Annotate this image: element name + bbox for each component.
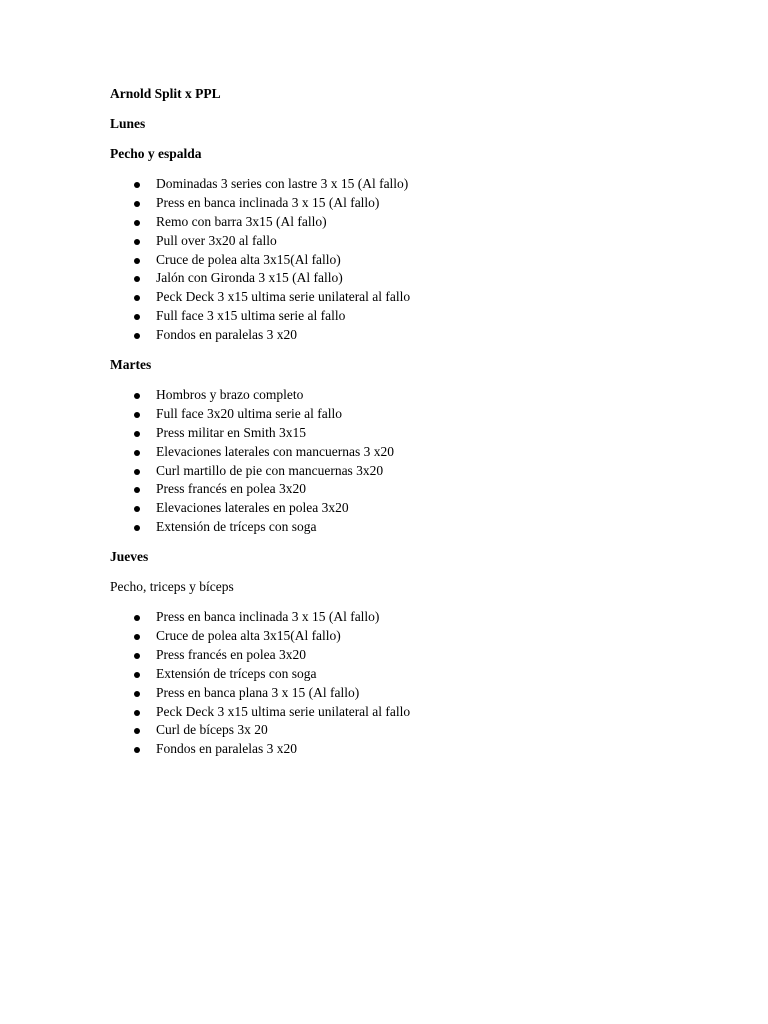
day-heading-lunes: Lunes <box>110 116 146 131</box>
exercise-list-martes <box>110 386 710 537</box>
bullet-icon <box>134 710 140 716</box>
exercise-text: Press en banca inclinada 3 x 15 (Al fallo) <box>156 194 380 210</box>
bullet-icon <box>134 431 140 437</box>
list-item <box>110 288 710 307</box>
exercise-text: Fondos en paralelas 3 x20 <box>156 327 297 343</box>
exercise-text: Remo con barra 3x15 (Al fallo) <box>156 213 327 229</box>
bullet-icon <box>134 258 140 264</box>
exercise-list-jueves <box>110 608 710 759</box>
exercise-text: Press francés en polea 3x20 <box>156 481 306 497</box>
muscle-group-heading-jueves: Pecho, triceps y bíceps <box>110 579 234 595</box>
list-item <box>110 443 710 462</box>
exercise-text: Fondos en paralelas 3 x20 <box>156 741 297 757</box>
list-item <box>110 627 710 646</box>
list-item <box>110 307 710 326</box>
bullet-icon <box>134 239 140 245</box>
exercise-text: Pull over 3x20 al fallo <box>156 232 277 248</box>
list-item <box>110 251 710 270</box>
list-item <box>110 684 710 703</box>
bullet-icon <box>134 469 140 475</box>
day-heading-jueves: Jueves <box>110 549 149 565</box>
exercise-text: Curl martillo de pie con mancuernas 3x20 <box>156 462 384 478</box>
exercise-text: Peck Deck 3 x15 ultima serie unilateral al fallo <box>156 289 411 305</box>
exercise-text: Jalón con Gironda 3 x15 (Al fallo) <box>156 270 343 286</box>
list-item <box>110 646 710 665</box>
exercise-text: Full face 3 x15 ultima serie al fallo <box>156 308 346 324</box>
list-item <box>110 499 710 518</box>
exercise-text: Elevaciones laterales con mancuernas 3 x20 <box>156 443 395 459</box>
exercise-text: Extensión de tríceps con soga <box>156 519 317 535</box>
exercise-text: Curl de bíceps 3x 20 <box>156 722 268 738</box>
list-item <box>110 608 710 627</box>
exercise-text: Cruce de polea alta 3x15(Al fallo) <box>156 628 341 644</box>
bullet-icon <box>134 276 140 282</box>
bullet-icon <box>134 295 140 301</box>
document-title: Arnold Split x PPL <box>110 86 221 101</box>
bullet-icon <box>134 201 140 207</box>
list-item <box>110 269 710 288</box>
exercise-text: Cruce de polea alta 3x15(Al fallo) <box>156 251 341 267</box>
exercise-text: Peck Deck 3 x15 ultima serie unilateral al fallo <box>156 703 411 719</box>
bullet-icon <box>134 333 140 339</box>
list-item <box>110 175 710 194</box>
exercise-text: Extensión de tríceps con soga <box>156 665 317 681</box>
exercise-text: Press francés en polea 3x20 <box>156 646 306 662</box>
bullet-icon <box>134 393 140 399</box>
bullet-icon <box>134 487 140 493</box>
bullet-icon <box>134 412 140 418</box>
exercise-text: Hombros y brazo completo <box>156 387 304 403</box>
bullet-icon <box>134 634 140 640</box>
exercise-text: Dominadas 3 series con lastre 3 x 15 (Al fallo) <box>156 176 409 191</box>
bullet-icon <box>134 747 140 753</box>
bullet-icon <box>134 691 140 697</box>
bullet-icon <box>134 728 140 734</box>
bullet-icon <box>134 182 140 188</box>
muscle-group-heading-lunes: Pecho y espalda <box>110 146 202 161</box>
bullet-icon <box>134 653 140 659</box>
bullet-icon <box>134 450 140 456</box>
exercise-text: Full face 3x20 ultima serie al fallo <box>156 405 342 421</box>
list-item <box>110 405 710 424</box>
exercise-text: Press militar en Smith 3x15 <box>156 424 306 440</box>
list-item <box>110 213 710 232</box>
exercise-text: Press en banca inclinada 3 x 15 (Al fallo) <box>156 609 380 625</box>
bullet-icon <box>134 314 140 320</box>
bullet-icon <box>134 615 140 621</box>
document-page <box>110 85 710 770</box>
list-item <box>110 740 710 759</box>
list-item <box>110 232 710 251</box>
list-item <box>110 424 710 443</box>
bullet-icon <box>134 525 140 531</box>
bullet-icon <box>134 506 140 512</box>
bullet-icon <box>134 220 140 226</box>
list-item <box>110 518 710 537</box>
list-item <box>110 326 710 345</box>
list-item <box>110 386 710 405</box>
exercise-text: Elevaciones laterales en polea 3x20 <box>156 500 349 516</box>
list-item <box>110 665 710 684</box>
bullet-icon <box>134 672 140 678</box>
list-item <box>110 703 710 722</box>
day-heading-martes: Martes <box>110 357 152 373</box>
list-item <box>110 480 710 499</box>
list-item <box>110 194 710 213</box>
list-item <box>110 721 710 740</box>
list-item <box>110 462 710 481</box>
exercise-text: Press en banca plana 3 x 15 (Al fallo) <box>156 684 360 700</box>
exercise-list-lunes <box>110 175 710 345</box>
